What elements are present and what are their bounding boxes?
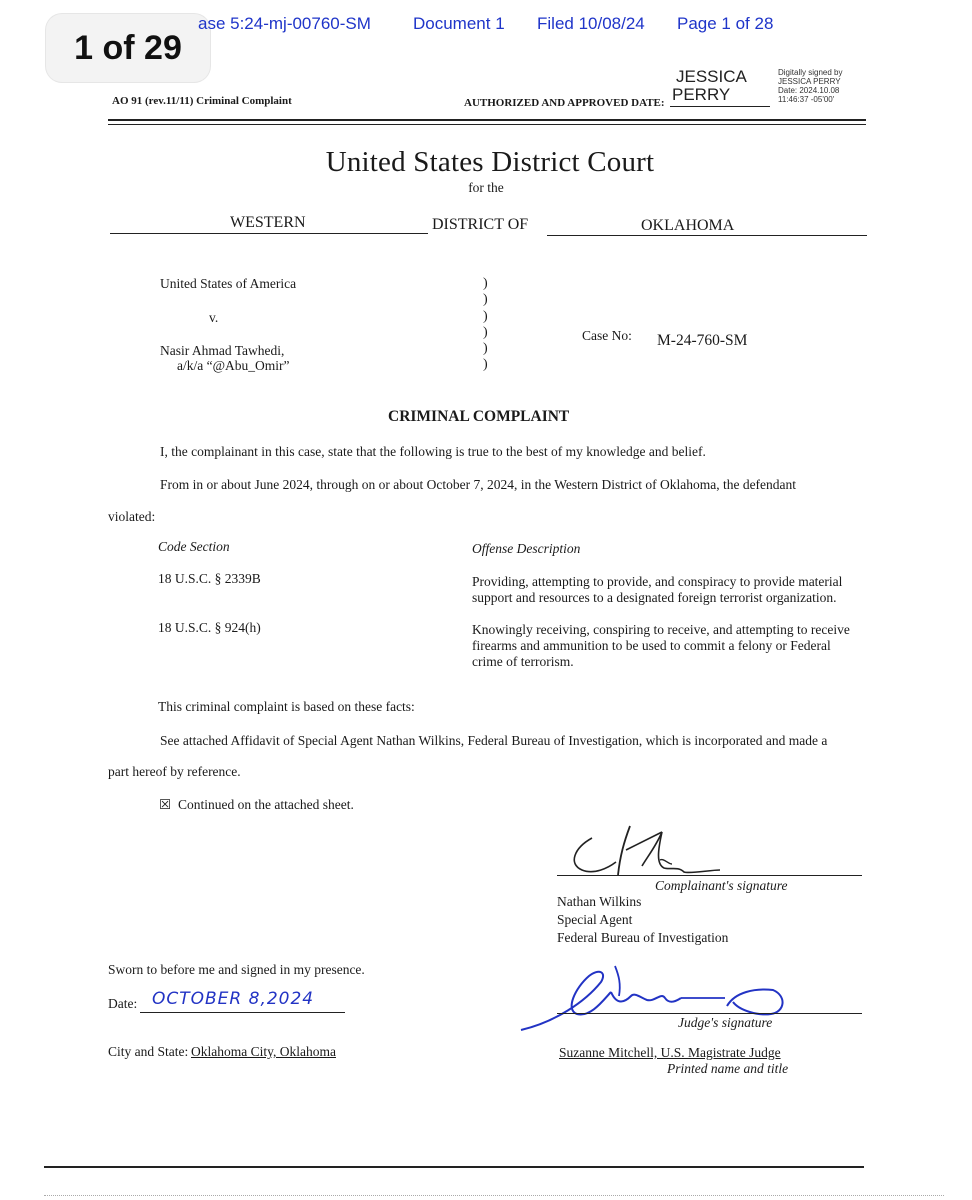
violated-label: violated:	[108, 509, 156, 524]
city-state-value: Oklahoma City, Oklahoma	[191, 1044, 336, 1059]
district-line-right	[547, 235, 867, 236]
digital-signature-block	[778, 68, 842, 104]
offense-description-2	[472, 622, 850, 670]
document-number-header: Document 1	[413, 14, 505, 33]
continued-checkbox: ☒	[159, 797, 172, 812]
judge-signature-line	[557, 1013, 862, 1014]
judge-signature-label: Judge's signature	[678, 1015, 773, 1030]
footer-divider	[44, 1166, 864, 1168]
complainant-name: Nathan Wilkins	[557, 894, 642, 909]
complainant-details	[557, 893, 728, 947]
complaint-heading: CRIMINAL COMPLAINT	[388, 408, 570, 425]
district-line-left	[110, 233, 428, 234]
offense-1-line-2: support and resources to a designated foreign terrorist organization.	[472, 590, 837, 605]
printed-name-label: Printed name and title	[667, 1061, 789, 1076]
complainant-signature-label: Complainant's signature	[655, 878, 788, 893]
offense-code-1: 18 U.S.C. § 2339B	[158, 571, 261, 586]
offense-code-2: 18 U.S.C. § 924(h)	[158, 620, 261, 635]
case-no-value: M-24-760-SM	[657, 332, 748, 349]
court-for-the: for the	[468, 180, 504, 195]
district-name: WESTERN	[230, 214, 306, 231]
digital-sig-line-4: 11:46:37 -05'00'	[778, 95, 835, 104]
offense-2-line-1: Knowingly receiving, conspiring to receive, and attempting to receive	[472, 622, 850, 637]
digital-sig-line-2: JESSICA PERRY	[778, 77, 841, 86]
header-divider-top	[108, 119, 866, 121]
continued-label: Continued on the attached sheet.	[178, 797, 354, 812]
facts-basis: This criminal complaint is based on these facts:	[158, 699, 415, 714]
digital-sig-line-1: Digitally signed by	[778, 68, 843, 77]
court-title: United States District Court	[325, 146, 655, 178]
offense-2-line-3: crime of terrorism.	[472, 654, 574, 669]
header-divider-bottom	[108, 124, 866, 125]
handwritten-date: OCTOBER 8,2024	[152, 989, 315, 1009]
offense-2-line-2: firearms and ammunition to be used to commit a felony or Federal	[472, 638, 831, 653]
complainant-signature-line	[557, 875, 862, 876]
city-state-label: City and State:	[108, 1044, 189, 1059]
offense-description-1	[472, 574, 842, 606]
approver-first-name: JESSICA	[676, 67, 747, 86]
sworn-statement: Sworn to before me and signed in my presence.	[108, 962, 365, 977]
district-state: OKLAHOMA	[641, 217, 735, 234]
case-number-header: ase 5:24-mj-00760-SM	[198, 14, 371, 33]
judge-name: Suzanne Mitchell, U.S. Magistrate Judge	[559, 1045, 781, 1060]
affidavit-line-2: part hereof by reference.	[108, 764, 241, 779]
authorized-label: AUTHORIZED AND APPROVED DATE:	[464, 97, 665, 109]
filed-date-header: Filed 10/08/24	[537, 14, 645, 33]
offense-period: From in or about June 2024, through on or about October 7, 2024, in the Western District of Oklahoma, the defendant	[160, 477, 797, 492]
caption-parentheses: ) ) ) ) ) )	[483, 276, 488, 373]
page-bottom-edge	[44, 1195, 944, 1197]
complainant-statement: I, the complainant in this case, state that the following is true to the best of my knowledge and belief.	[160, 444, 706, 459]
affidavit-line-1: See attached Affidavit of Special Agent Nathan Wilkins, Federal Bureau of Investigation, which is incorporated and made a	[160, 733, 828, 748]
district-of-label: DISTRICT OF	[432, 216, 529, 233]
approval-line	[670, 106, 770, 107]
approver-last-name: PERRY	[672, 85, 731, 104]
complainant-signature-image	[560, 820, 740, 880]
digital-sig-line-3: Date: 2024.10.08	[778, 86, 840, 95]
page-number-header: Page 1 of 28	[677, 14, 774, 33]
versus-label: v.	[209, 310, 219, 325]
offense-1-line-1: Providing, attempting to provide, and conspiracy to provide material	[472, 574, 843, 589]
offense-description-header: Offense Description	[472, 541, 581, 556]
defendant-alias: a/k/a “@Abu_Omir”	[177, 358, 290, 373]
page-counter-badge: 1 of 29	[46, 14, 210, 82]
date-line	[140, 1012, 345, 1013]
complainant-agency: Federal Bureau of Investigation	[557, 930, 729, 945]
form-id: AO 91 (rev.11/11) Criminal Complaint	[112, 95, 292, 107]
approver-name	[672, 68, 747, 104]
case-no-label: Case No:	[582, 328, 632, 343]
date-label: Date:	[108, 996, 138, 1011]
complainant-title: Special Agent	[557, 912, 633, 927]
plaintiff-name: United States of America	[160, 276, 297, 291]
code-section-header: Code Section	[158, 539, 230, 554]
defendant-name: Nasir Ahmad Tawhedi,	[160, 343, 285, 358]
